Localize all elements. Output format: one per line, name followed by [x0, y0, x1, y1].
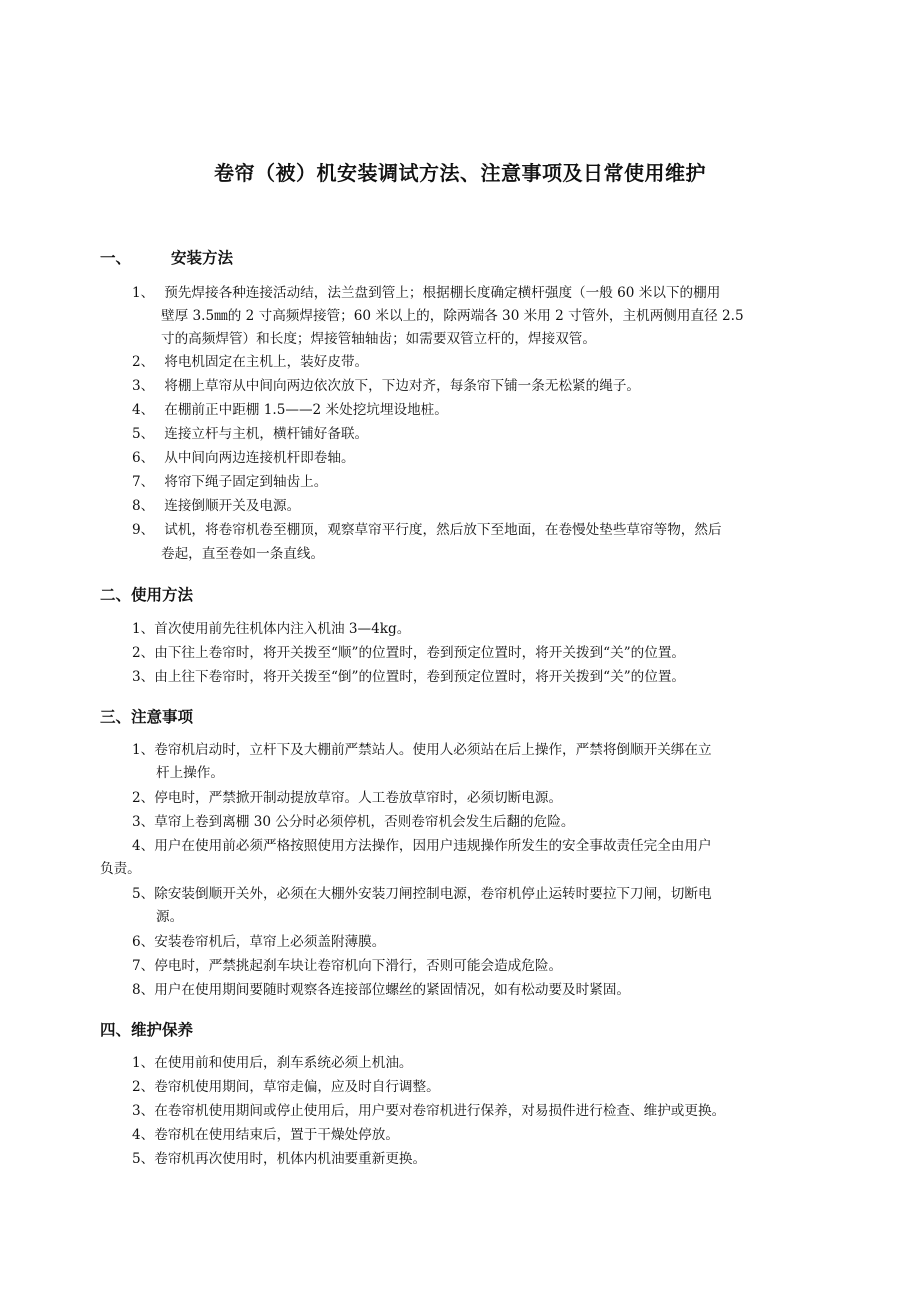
item-text: 将帘下绳子固定到轴齿上。 — [164, 474, 328, 490]
section-heading-4 — [100, 1018, 193, 1040]
item-number: 7、 — [132, 474, 155, 490]
item-text: 首次使用前先往机体内注入机油 3—4kg。 — [154, 621, 411, 637]
item-text: 卷帘机在使用结束后，置于干燥处停放。 — [154, 1127, 399, 1143]
list-item — [132, 666, 685, 689]
item-number: 8、 — [132, 982, 155, 998]
list-item-continuation — [100, 858, 141, 881]
list-item — [132, 282, 720, 305]
section-number: 一、 — [100, 249, 132, 267]
item-text: 在使用前和使用后，刹车系统必须上机油。 — [154, 1055, 413, 1071]
list-item-continuation — [161, 328, 596, 351]
section-heading-3 — [100, 705, 193, 727]
item-text: 草帘上卷到离棚 30 公分时必须停机，否则卷帘机会发生后翻的危险。 — [154, 814, 575, 830]
list-item — [132, 811, 574, 834]
list-item — [132, 423, 368, 446]
list-item-continuation — [161, 305, 744, 328]
item-text: 停电时，严禁掀开制动提放草帘。人工卷放草帘时，必须切断电源。 — [154, 790, 563, 806]
item-number: 2、 — [132, 1079, 155, 1095]
item-number: 5、 — [132, 886, 155, 902]
page-title: 卷帘（被）机安装调试方法、注意事项及日常使用维护 — [214, 161, 706, 185]
item-text: 在卷帘机使用期间或停止使用后，用户要对卷帘机进行保养，对易损件进行检查、维护或更换。 — [154, 1103, 726, 1119]
item-number: 4、 — [132, 838, 155, 854]
item-text: 寸的高频焊管）和长度；焊接管轴轴齿；如需要双管立杆的，焊接双管。 — [161, 331, 596, 347]
list-item — [132, 1052, 413, 1075]
item-number: 3、 — [132, 814, 155, 830]
item-text: 安装卷帘机后，草帘上必须盖附薄膜。 — [154, 934, 386, 950]
item-text: 用户在使用期间要随时观察各连接部位螺丝的紧固情况，如有松动要及时紧固。 — [154, 982, 631, 998]
item-text: 源。 — [156, 909, 184, 925]
list-item-continuation — [156, 906, 183, 929]
item-number: 1、 — [132, 621, 155, 637]
list-item — [132, 399, 448, 422]
item-text: 在棚前正中距棚 1.5——2 米处挖坑埋设地桩。 — [164, 402, 448, 418]
item-number: 3、 — [132, 378, 155, 394]
list-item — [132, 931, 385, 954]
section-heading-2 — [100, 583, 193, 605]
item-text: 负责。 — [100, 861, 141, 877]
item-number: 1、 — [132, 285, 155, 301]
item-number: 7、 — [132, 958, 155, 974]
section-heading-1 — [100, 246, 233, 268]
section-title: 维护保养 — [131, 1021, 194, 1039]
item-number: 9、 — [132, 522, 155, 538]
section-number: 二、 — [100, 586, 132, 604]
item-number: 5、 — [132, 1151, 155, 1167]
item-number: 1、 — [132, 1055, 155, 1071]
item-text: 连接立杆与主机，横杆铺好备联。 — [164, 426, 369, 442]
list-item — [132, 787, 562, 810]
section-title: 注意事项 — [131, 708, 194, 726]
section-number: 四、 — [100, 1021, 132, 1039]
list-item — [132, 618, 410, 641]
list-item — [132, 835, 712, 858]
item-text: 停电时，严禁挑起刹车块让卷帘机向下滑行，否则可能会造成危险。 — [154, 958, 563, 974]
item-number: 2、 — [132, 790, 155, 806]
item-number: 3、 — [132, 1103, 155, 1119]
list-item — [132, 642, 685, 665]
list-item — [132, 1148, 426, 1171]
list-item — [132, 447, 355, 470]
list-item — [132, 1124, 399, 1147]
list-item — [132, 1100, 725, 1123]
item-text: 由下往上卷帘时，将开关拨至“顺”的位置时，卷到预定位置时，将开关拨到“关”的位置。 — [154, 645, 686, 661]
list-item — [132, 883, 712, 906]
item-number: 3、 — [132, 669, 155, 685]
item-number: 4、 — [132, 1127, 155, 1143]
list-item — [132, 375, 640, 398]
item-number: 6、 — [132, 450, 155, 466]
list-item — [132, 1076, 440, 1099]
list-item-continuation — [161, 543, 324, 566]
item-number: 2、 — [132, 354, 155, 370]
item-text: 除安装倒顺开关外，必须在大棚外安装刀闸控制电源，卷帘机停止运转时要拉下刀闸，切断电 — [154, 886, 712, 902]
list-item — [132, 955, 562, 978]
section-number: 三、 — [100, 708, 132, 726]
item-text: 将电机固定在主机上，装好皮带。 — [164, 354, 369, 370]
list-item — [132, 739, 712, 762]
item-text: 杆上操作。 — [156, 765, 224, 781]
item-number: 8、 — [132, 498, 155, 514]
item-number: 4、 — [132, 402, 155, 418]
item-text: 用户在使用前必须严格按照使用方法操作，因用户违规操作所发生的安全事故责任完全由用户 — [154, 838, 712, 854]
list-item — [132, 979, 630, 1002]
list-item — [132, 351, 368, 374]
item-text: 卷起，直至卷如一条直线。 — [161, 546, 325, 562]
section-title: 安装方法 — [171, 249, 234, 267]
item-text: 卷帘机使用期间，草帘走偏，应及时自行调整。 — [154, 1079, 440, 1095]
item-text: 试机，将卷帘机卷至棚顶，观察草帘平行度，然后放下至地面，在卷慢处垫些草帘等物，然后 — [164, 522, 722, 538]
item-text: 从中间向两边连接机杆即卷轴。 — [164, 450, 355, 466]
item-number: 6、 — [132, 934, 155, 950]
item-text: 将棚上草帘从中间向两边依次放下，下边对齐，每条帘下铺一条无松紧的绳子。 — [164, 378, 641, 394]
item-text: 卷帘机启动时，立杆下及大棚前严禁站人。使用人必须站在后上操作，严禁将倒顺开关绑在立 — [154, 742, 712, 758]
list-item — [132, 471, 327, 494]
section-title: 使用方法 — [131, 586, 194, 604]
item-text: 壁厚 3.5㎜的 2 寸高频焊接管；60 米以上的，除两端各 30 米用 2 寸管外，主机两侧用直径 2.5 — [161, 308, 744, 324]
list-item-continuation — [156, 762, 224, 785]
item-number: 5、 — [132, 426, 155, 442]
item-text: 由上往下卷帘时，将开关拨至“倒”的位置时，卷到预定位置时，将开关拨到“关”的位置。 — [154, 669, 686, 685]
item-text: 卷帘机再次使用时，机体内机油要重新更换。 — [154, 1151, 427, 1167]
list-item — [132, 519, 722, 542]
item-number: 1、 — [132, 742, 155, 758]
item-text: 连接倒顺开关及电源。 — [164, 498, 301, 514]
item-number: 2、 — [132, 645, 155, 661]
list-item — [132, 495, 300, 518]
item-text: 预先焊接各种连接活动结，法兰盘到管上；根据棚长度确定横杆强度（一般 60 米以下的棚用 — [164, 285, 721, 301]
